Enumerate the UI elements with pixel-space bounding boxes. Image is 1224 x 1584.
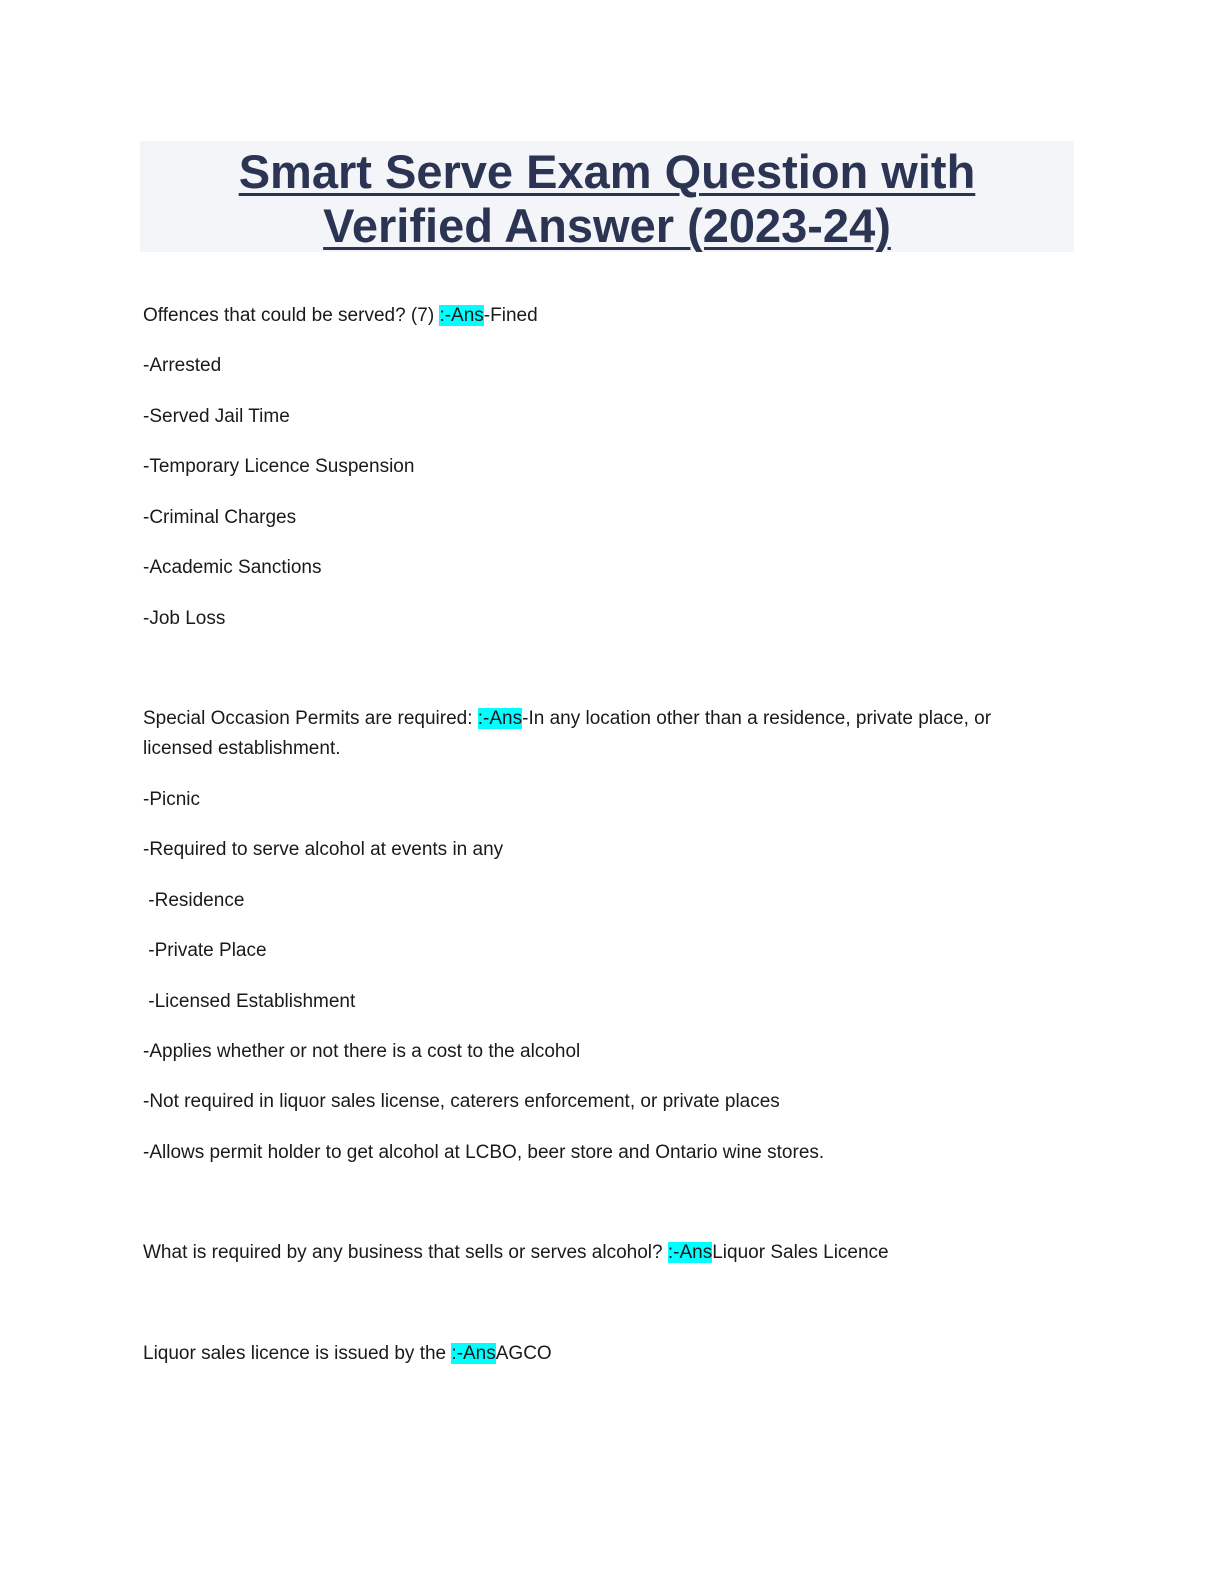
title-banner <box>140 141 1074 252</box>
answer-marker: :-Ans <box>439 305 484 326</box>
q2-question: Special Occasion Permits are required: <box>143 708 478 729</box>
q1-item: -Job Loss <box>143 608 226 629</box>
q1-item: -Served Jail Time <box>143 406 290 427</box>
q1-item: -Criminal Charges <box>143 507 297 528</box>
q3-question-line <box>143 1238 889 1268</box>
q1-item: -Arrested <box>143 355 222 376</box>
q1-question-line <box>143 301 538 331</box>
title-line-2: Verified Answer (2023-24) <box>323 199 891 252</box>
q4-question: Liquor sales licence is issued by the <box>143 1343 452 1364</box>
q2-item: -Applies whether or not there is a cost to the alcohol <box>143 1041 581 1062</box>
answer-marker: :-Ans <box>451 1343 496 1364</box>
page-title <box>140 141 1074 253</box>
answer-marker: :-Ans <box>667 1242 713 1263</box>
q1-item: -Temporary Licence Suspension <box>143 456 415 477</box>
q4-answer: AGCO <box>495 1343 552 1364</box>
q2-answer: -In any location other than a residence, private place, or <box>522 708 992 729</box>
q2-item: -Private Place <box>143 940 267 961</box>
q2-item: -Picnic <box>143 789 201 810</box>
q2-item: -Required to serve alcohol at events in any <box>143 839 504 860</box>
q4-question-line <box>143 1339 552 1369</box>
q1-item: -Academic Sanctions <box>143 557 322 578</box>
q2-item: -Licensed Establishment <box>143 991 356 1012</box>
q2-item: -Not required in liquor sales license, caterers enforcement, or private places <box>143 1091 780 1112</box>
q2-question-line <box>143 704 991 734</box>
q3-answer: Liquor Sales Licence <box>712 1242 889 1263</box>
title-line-1: Smart Serve Exam Question with <box>238 145 976 198</box>
answer-marker: :-Ans <box>477 708 523 729</box>
q2-item: -Residence <box>143 890 245 911</box>
q2-item: -Allows permit holder to get alcohol at LCBO, beer store and Ontario wine stores. <box>143 1142 825 1163</box>
q2-answer-continued: licensed establishment. <box>143 738 341 759</box>
q1-question: Offences that could be served? (7) <box>143 305 440 326</box>
q1-answer: -Fined <box>483 305 538 326</box>
q3-question: What is required by any business that sells or serves alcohol? <box>143 1242 668 1263</box>
